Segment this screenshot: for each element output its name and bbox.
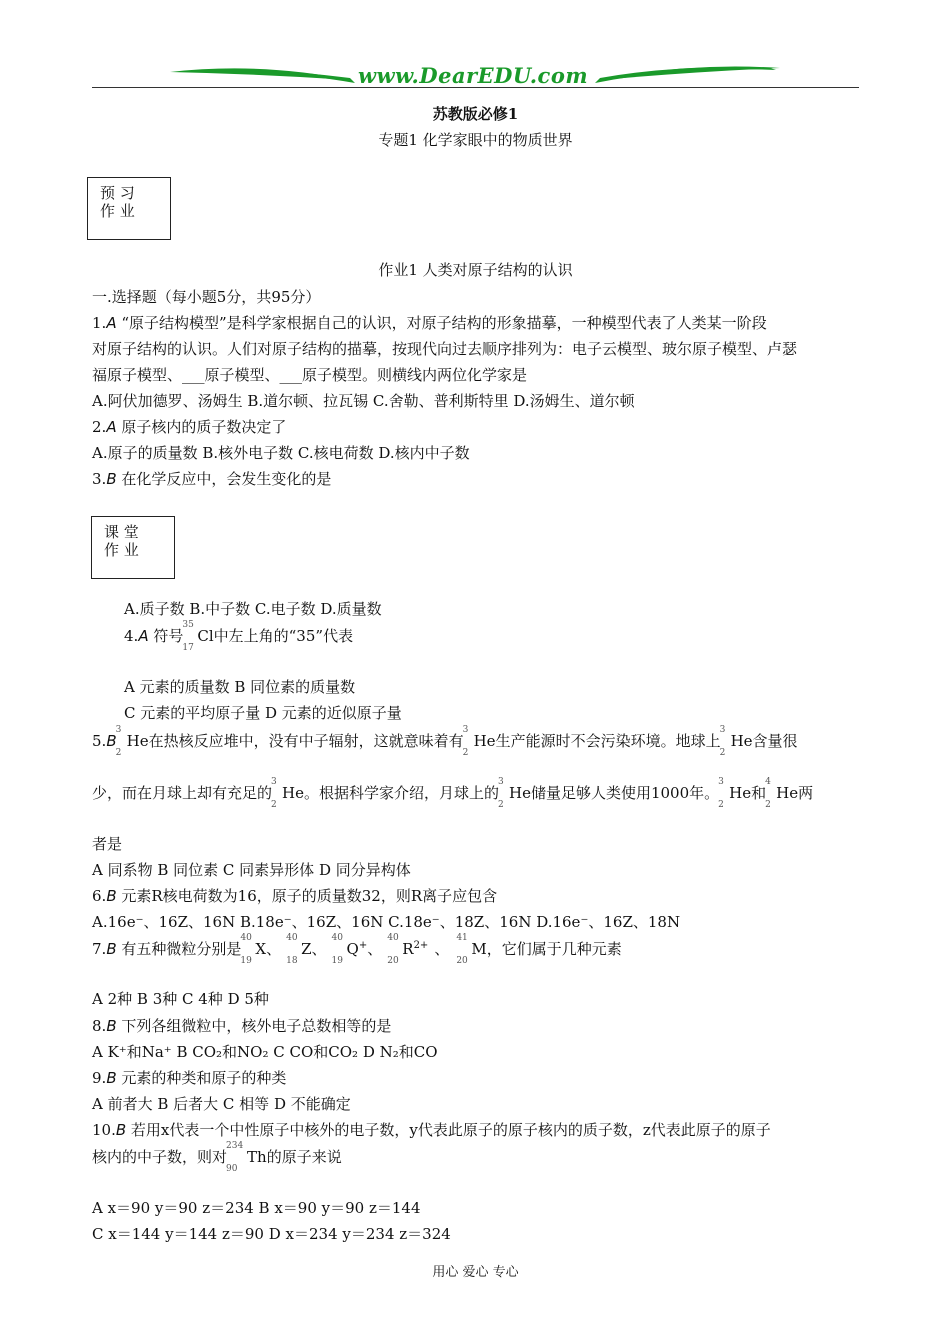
box-label-line: 课 堂 — [104, 523, 139, 541]
question-number: 10. — [92, 1121, 116, 1139]
question-1-options: A.阿伏加德罗、汤姆生 B.道尔顿、拉瓦锡 C.舍勒、普利斯特里 D.汤姆生、道尔顿 — [92, 392, 635, 410]
mass-number: 4 — [765, 777, 771, 787]
element-symbol: He — [730, 732, 753, 750]
question-number: 1. — [92, 314, 107, 332]
question-3-options: A.质子数 B.中子数 C.电子数 D.质量数 — [124, 600, 382, 618]
question-text: 两 — [798, 784, 814, 802]
question-7-options: A 2种 B 3种 C 4种 D 5种 — [92, 990, 269, 1008]
element-symbol: He — [473, 732, 496, 750]
question-text: 储量足够人类使用1000年。 — [530, 784, 720, 802]
question-1-line2: 对原子结构的认识。人们对原子结构的描摹，按现代向过去顺序排列为：电子云模型、玻尔原子模型、卢瑟 — [92, 340, 798, 358]
separator: 、 — [367, 940, 383, 958]
question-10-options-2: C x＝144 y＝144 z＝90 D x＝234 y＝234 z＝324 — [92, 1225, 451, 1243]
question-10-options-1: A x＝90 y＝90 z＝234 B x＝90 y＝90 z＝144 — [92, 1199, 421, 1217]
question-7 — [92, 933, 622, 966]
preview-homework-box — [87, 177, 171, 240]
question-text: 元素R核电荷数为16，原子的质量数32，则R离子应包含 — [116, 887, 498, 905]
separator: 、 — [266, 940, 282, 958]
question-number: 3. — [92, 470, 107, 488]
mass-number: 41 — [456, 933, 468, 943]
box-label-line: 预 习 — [100, 184, 135, 202]
answer-letter: B — [106, 887, 117, 905]
answer-letter: A — [138, 627, 149, 645]
nuclide-he3 — [462, 725, 496, 758]
answer-letter: B — [106, 732, 117, 750]
question-text: 中左上角的“35”代表 — [213, 627, 354, 645]
answer-letter: A — [106, 418, 117, 436]
nuclide-he3 — [498, 777, 531, 810]
question-text: 含量很 — [752, 732, 798, 750]
atomic-number: 2 — [115, 748, 122, 758]
nuclide-cl — [182, 620, 214, 653]
doc-title: 苏教版必修1 — [432, 105, 519, 123]
question-text: “原子结构模型”是科学家根据自己的认识，对原子结构的形象描摹，一种模型代表了人类某一阶段 — [116, 314, 767, 332]
question-6-options: A.16e⁻、16Z、16N B.18e⁻、16Z、16N C.18e⁻、18Z、16N D.16e⁻、16Z、18N — [92, 913, 681, 931]
question-text: 若用x代表一个中性原子中核外的电子数，y代表此原子的原子核内的质子数，z代表此原子的原子 — [126, 1121, 771, 1139]
doc-subtitle: 专题1 化学家眼中的物质世界 — [378, 131, 573, 149]
ion-charge: + — [358, 940, 368, 951]
question-4-options-2: C 元素的平均原子量 D 元素的近似原子量 — [124, 704, 402, 722]
nuclide-he3 — [719, 725, 753, 758]
answer-letter: B — [106, 1069, 117, 1087]
mass-number: 40 — [331, 933, 343, 943]
nuclide-th — [226, 1141, 267, 1174]
mass-number: 3 — [462, 725, 469, 735]
question-text: 少，而在月球上却有充足的 — [92, 784, 273, 802]
atomic-number: 20 — [456, 956, 468, 966]
atomic-number: 18 — [286, 956, 298, 966]
question-5 — [92, 725, 798, 758]
nuclide-he3 — [718, 777, 752, 810]
box-label-line: 作 业 — [100, 202, 135, 220]
nuclide-he4 — [765, 777, 799, 810]
question-9-options: A 前者大 B 后者大 C 相等 D 不能确定 — [92, 1095, 351, 1113]
atomic-number: 2 — [271, 800, 277, 810]
ion-charge: 2+ — [413, 940, 429, 951]
classroom-homework-box — [91, 516, 175, 579]
site-logo-text[interactable]: www.DearEDU.com — [357, 63, 589, 88]
separator: 、 — [434, 940, 450, 958]
element-symbol: Q — [346, 940, 359, 958]
question-text: 在化学反应中，会发生变化的是 — [116, 470, 332, 488]
question-6 — [92, 885, 497, 906]
answer-letter: B — [106, 940, 117, 958]
element-symbol: R — [402, 940, 414, 958]
nuclide-r — [387, 933, 429, 966]
mass-number: 3 — [719, 725, 726, 735]
question-4-options-1: A 元素的质量数 B 同位素的质量数 — [124, 678, 356, 696]
question-8-options: A K⁺和Na⁺ B CO₂和NO₂ C CO和CO₂ D N₂和CO — [92, 1043, 438, 1061]
question-10 — [92, 1119, 771, 1140]
element-symbol: Cl — [197, 627, 214, 645]
question-4 — [124, 620, 354, 653]
nuclide-q — [331, 933, 368, 966]
question-text: 核内的中子数，则对 — [92, 1148, 228, 1166]
separator: 、 — [311, 940, 327, 958]
question-number: 7. — [92, 940, 107, 958]
answer-letter: B — [115, 1121, 127, 1139]
question-text: 在热核反应堆中，没有中子辐射，这就意味着有 — [148, 732, 464, 750]
question-number: 8. — [92, 1017, 107, 1035]
question-2 — [92, 416, 286, 437]
mass-number: 3 — [271, 777, 277, 787]
nuclide-he3 — [115, 725, 149, 758]
question-text: 元素的种类和原子的种类 — [116, 1069, 287, 1087]
question-10-line2 — [92, 1141, 342, 1174]
atomic-number: 19 — [240, 956, 252, 966]
question-number: 5. — [92, 732, 107, 750]
question-number: 9. — [92, 1069, 107, 1087]
answer-letter: B — [106, 470, 117, 488]
question-8 — [92, 1015, 391, 1036]
question-text: 生产能源时不会污染环境。地球上 — [495, 732, 721, 750]
nuclide-x — [240, 933, 267, 966]
atomic-number: 2 — [462, 748, 469, 758]
question-text: 和 — [751, 784, 767, 802]
atomic-number: 20 — [387, 956, 399, 966]
atomic-number: 2 — [765, 800, 771, 810]
header-rule — [92, 87, 859, 88]
element-symbol: Th — [247, 1148, 267, 1166]
atomic-number: 2 — [498, 800, 504, 810]
assignment-title: 作业1 人类对原子结构的认识 — [378, 261, 573, 279]
mass-number: 3 — [718, 777, 724, 787]
mass-number: 40 — [240, 933, 252, 943]
question-text: 原子核内的质子数决定了 — [116, 418, 287, 436]
nuclide-m — [456, 933, 487, 966]
nuclide-he3 — [271, 777, 304, 810]
atomic-number: 90 — [226, 1164, 238, 1174]
question-text: 符号 — [148, 627, 184, 645]
element-symbol: M — [471, 940, 487, 958]
question-5-line3: 者是 — [92, 835, 123, 853]
question-1 — [92, 312, 767, 333]
element-symbol: X — [255, 940, 267, 958]
nuclide-z — [286, 933, 312, 966]
question-5-options: A 同系物 B 同位素 C 同素异形体 D 同分异构体 — [92, 861, 411, 879]
atomic-number: 2 — [719, 748, 726, 758]
question-number: 6. — [92, 887, 107, 905]
element-symbol: He — [282, 784, 304, 802]
question-number: 2. — [92, 418, 107, 436]
mass-number: 40 — [387, 933, 399, 943]
element-symbol: Z — [301, 940, 312, 958]
question-number: 4. — [124, 627, 139, 645]
element-symbol: He — [126, 732, 149, 750]
answer-letter: A — [106, 314, 117, 332]
mass-number: 40 — [286, 933, 298, 943]
atomic-number: 19 — [331, 956, 343, 966]
question-1-line3: 福原子模型、___原子模型、___原子模型。则横线内两位化学家是 — [92, 366, 528, 384]
question-text: 。根据科学家介绍，月球上的 — [303, 784, 499, 802]
mass-number: 3 — [115, 725, 122, 735]
answer-letter: B — [106, 1017, 117, 1035]
element-symbol: He — [729, 784, 752, 802]
mass-number: 234 — [226, 1141, 244, 1151]
question-5-line2 — [92, 777, 814, 810]
question-text: 的原子来说 — [266, 1148, 342, 1166]
question-2-options: A.原子的质量数 B.核外电子数 C.核电荷数 D.核内中子数 — [92, 444, 470, 462]
mass-number: 35 — [182, 620, 194, 630]
question-9 — [92, 1067, 286, 1088]
atomic-number: 17 — [182, 643, 194, 653]
question-3 — [92, 468, 331, 489]
mass-number: 3 — [498, 777, 504, 787]
page-footer: 用心 爱心 专心 — [432, 1265, 519, 1280]
section-heading: 一.选择题（每小题5分，共95分） — [92, 288, 321, 306]
atomic-number: 2 — [718, 800, 724, 810]
question-text: ，它们属于几种元素 — [486, 940, 622, 958]
question-text: 下列各组微粒中，核外电子总数相等的是 — [116, 1017, 392, 1035]
element-symbol: He — [776, 784, 799, 802]
element-symbol: He — [509, 784, 531, 802]
box-label-line: 作 业 — [104, 541, 139, 559]
question-text: 有五种微粒分别是 — [116, 940, 242, 958]
